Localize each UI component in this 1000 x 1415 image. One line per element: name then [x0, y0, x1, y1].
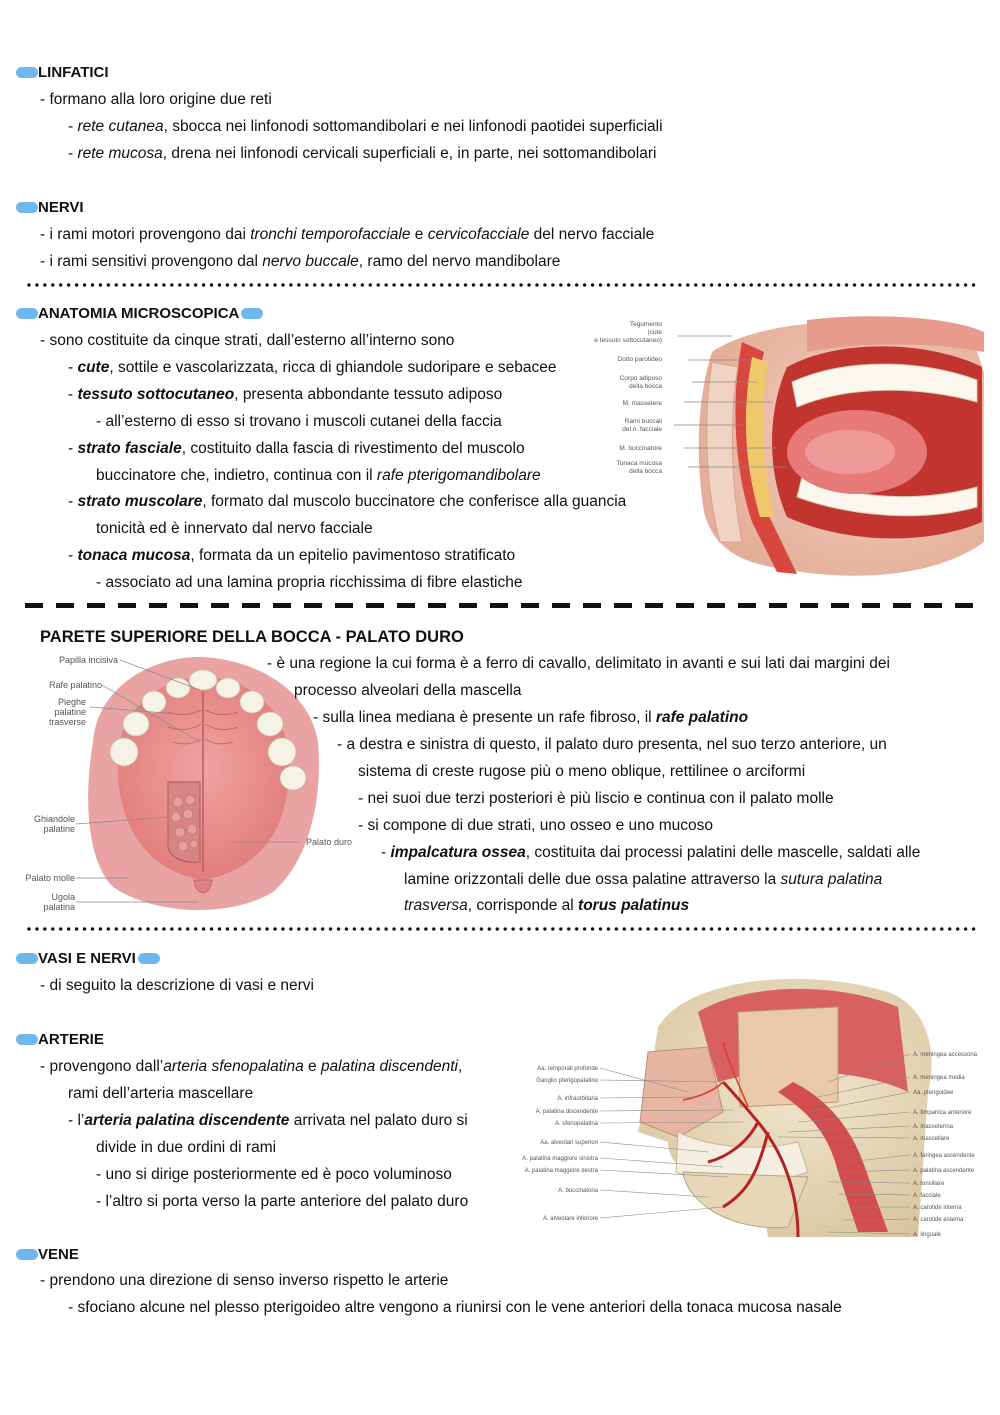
- text-line: - associato ad una lamina propria ricchissima di fibre elastiche: [96, 574, 523, 591]
- fig-label: Aa. alveolari superiori: [540, 1140, 598, 1146]
- section-heading-linfatici: LINFATICI: [16, 63, 109, 83]
- fig-label: A. buccinatoria: [558, 1188, 598, 1194]
- fig-label: (cute: [647, 329, 662, 336]
- bullet-pill-icon: [16, 1249, 38, 1260]
- text-line: - l’arteria palatina discendente arrivata nel palato duro si: [68, 1112, 468, 1129]
- fig-label: A. alveolare inferiore: [542, 1216, 598, 1222]
- text-line: buccinatore che, indietro, continua con il rafe pterigomandibolare: [96, 467, 541, 484]
- text-line: - formano alla loro origine due reti: [40, 91, 272, 108]
- text-line: - sulla linea mediana è presente un rafe fibroso, il rafe palatino: [313, 709, 749, 726]
- skull-arteries-figure: [508, 972, 988, 1240]
- fig-label: Ugola: [51, 892, 75, 902]
- text-line: trasversa, corrisponde al torus palatinus: [404, 897, 690, 914]
- fig-label: A. infraorbitaria: [557, 1096, 598, 1102]
- fig-label: palatine: [54, 707, 86, 717]
- section-heading-vene: VENE: [16, 1245, 79, 1265]
- fig-label: A. faringea ascendente: [913, 1153, 975, 1159]
- bullet-pill-icon: [138, 953, 160, 964]
- dotted-divider: [25, 926, 977, 932]
- text-line: - l’altro si porta verso la parte anteriore del palato duro: [96, 1193, 469, 1210]
- bullet-pill-icon: [16, 1034, 38, 1045]
- text-line: - a destra e sinistra di questo, il palato duro presenta, nel suo terzo anteriore, un: [337, 736, 887, 753]
- fig-label: trasverse: [48, 717, 86, 727]
- text-line: - tessuto sottocutaneo, presenta abbondante tessuto adiposo: [68, 386, 503, 403]
- fig-label: A. carotide interna: [913, 1205, 962, 1211]
- text-line: rami dell’arteria mascellare: [68, 1085, 254, 1102]
- text-line: - i rami motori provengono dai tronchi temporofacciale e cervicofacciale del nervo facciale: [40, 226, 655, 243]
- fig-label: Aa. temporali profonde: [537, 1066, 598, 1072]
- fig-label: del n. facciale: [622, 426, 662, 433]
- fig-label: palatine: [43, 824, 75, 834]
- text-line: - prendono una direzione di senso inverso rispetto le arterie: [40, 1272, 449, 1289]
- fig-label: della bocca: [629, 383, 662, 390]
- fig-label: e tessuto sottocutaneo): [594, 337, 662, 344]
- fig-label: A. facciale: [913, 1193, 941, 1199]
- fig-label: della bocca: [629, 468, 662, 475]
- cheek-anatomy-figure: [592, 312, 987, 584]
- fig-label: A. masseterina: [913, 1124, 954, 1130]
- fig-label: Palato molle: [25, 873, 75, 883]
- fig-label: A. palatina ascendente: [913, 1168, 975, 1174]
- fig-label: Corpo adiposo: [619, 375, 662, 382]
- text-line: processo alveolari della mascella: [294, 682, 522, 699]
- bullet-pill-icon: [241, 308, 263, 319]
- fig-label: Ghiandole: [33, 814, 75, 824]
- bullet-pill-icon: [16, 308, 38, 319]
- bullet-pill-icon: [16, 67, 38, 78]
- text-line: - di seguito la descrizione di vasi e nervi: [40, 977, 314, 994]
- text-line: - nei suoi due terzi posteriori è più liscio e continua con il palato molle: [358, 790, 834, 807]
- dotted-divider: [25, 282, 977, 288]
- dashed-divider: [25, 603, 977, 608]
- text-line: - provengono dall’arteria sfenopalatina e palatina discendenti,: [40, 1058, 463, 1075]
- text-line: - si compone di due strati, uno osseo e uno mucoso: [358, 817, 713, 834]
- fig-label: A. palatina maggiore destra: [524, 1168, 598, 1174]
- fig-label: Tegumento: [629, 321, 662, 328]
- fig-label: A. timpanica anteriore: [913, 1110, 972, 1116]
- text-line: sistema di creste rugose più o meno oblique, rettilinee o arciformi: [358, 763, 806, 780]
- fig-label: Dotto parotideo: [617, 356, 662, 363]
- fig-label: A. meningea media: [913, 1075, 965, 1081]
- fig-label: Tonaca mucosa: [616, 460, 662, 467]
- text-line: - uno si dirige posteriormente ed è poco voluminoso: [96, 1166, 452, 1183]
- text-line: - sono costituite da cinque strati, dall’esterno all’interno sono: [40, 332, 455, 349]
- fig-label: A. meningea accessoria: [913, 1052, 978, 1058]
- text-line: - strato fasciale, costituito dalla fascia di rivestimento del muscolo: [68, 440, 525, 457]
- text-line: - rete cutanea, sbocca nei linfonodi sottomandibolari e nei linfonodi paotidei superficiali: [68, 118, 663, 135]
- text-line: - all’esterno di esso si trovano i muscoli cutanei della faccia: [96, 413, 502, 430]
- bullet-pill-icon: [16, 953, 38, 964]
- fig-label: A. tonsillare: [913, 1181, 945, 1187]
- text-line: tonicità ed è innervato dal nervo facciale: [96, 520, 373, 537]
- fig-label: A. palatina discendente: [535, 1109, 598, 1115]
- fig-label: palatina: [43, 902, 75, 912]
- text-line: - rete mucosa, drena nei linfonodi cervicali superficiali e, in parte, nei sottomandibolari: [68, 145, 657, 162]
- fig-label: M. buccinatore: [619, 445, 662, 452]
- text-line: - impalcatura ossea, costituita dai processi palatini delle mascelle, saldati alle: [381, 844, 921, 861]
- bullet-pill-icon: [16, 202, 38, 213]
- fig-label: Palato duro: [306, 837, 353, 847]
- section-heading-anatomia: ANATOMIA MICROSCOPICA: [16, 304, 263, 324]
- fig-label: Aa. pterigoidee: [913, 1090, 954, 1096]
- fig-label: A. palatina maggiore sinistra: [522, 1156, 598, 1162]
- fig-label: Rami buccali: [624, 418, 662, 425]
- fig-label: A. mascellare: [913, 1136, 950, 1142]
- section-heading-palato: PARETE SUPERIORE DELLA BOCCA - PALATO DURO: [40, 628, 464, 646]
- text-line: - i rami sensitivi provengono dal nervo buccale, ramo del nervo mandibolare: [40, 253, 561, 270]
- fig-label: A. sfenopalatina: [554, 1121, 598, 1127]
- fig-label: M. massetere: [622, 400, 662, 407]
- text-line: - strato muscolare, formato dal muscolo buccinatore che conferisce alla guancia: [68, 493, 627, 510]
- fig-label: Pieghe: [57, 697, 86, 707]
- fig-label: Rafe palatino: [48, 680, 102, 690]
- section-heading-nervi: NERVI: [16, 198, 84, 218]
- fig-label: A. linguale: [913, 1232, 942, 1238]
- text-line: - sfociano alcune nel plesso pterigoideo altre vengono a riunirsi con le vene anteriori della tonaca mucosa nasale: [68, 1299, 842, 1316]
- section-heading-vasi: VASI E NERVI: [16, 949, 160, 969]
- text-line: - è una regione la cui forma è a ferro di cavallo, delimitato in avanti e sui lati dai margini dei: [267, 655, 890, 672]
- text-line: divide in due ordini di rami: [96, 1139, 277, 1156]
- fig-label: A. carotide esterna: [913, 1217, 964, 1223]
- text-line: - tonaca mucosa, formata da un epitelio pavimentoso stratificato: [68, 547, 516, 564]
- text-line: lamine orizzontali delle due ossa palatine attraverso la sutura palatina: [404, 871, 883, 888]
- text-line: - cute, sottile e vascolarizzata, ricca di ghiandole sudoripare e sebacee: [68, 359, 557, 376]
- fig-label: Ganglio pterigopalatino: [536, 1078, 598, 1084]
- section-heading-arterie: ARTERIE: [16, 1030, 104, 1050]
- fig-label: Papilla incisiva: [58, 655, 118, 665]
